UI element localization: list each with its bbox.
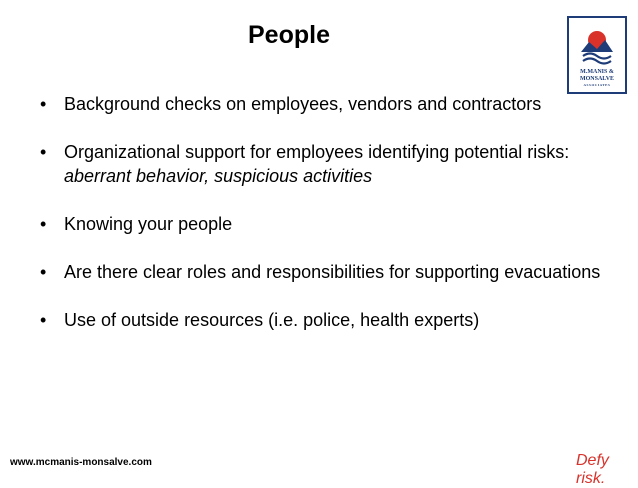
bullet-item (40, 308, 610, 332)
logo-mountain-icon (569, 18, 625, 68)
slide-title: People (248, 21, 330, 49)
bullet-text: Organizational support for employees identifying potential risks: (64, 142, 570, 162)
bullet-icon: • (40, 142, 47, 162)
logo-line-2: MONSALVE (579, 76, 615, 82)
logo-text (569, 69, 625, 88)
bullet-italic-text: aberrant behavior, suspicious activities (64, 166, 373, 186)
bullet-list (40, 92, 610, 356)
bullet-icon: • (40, 262, 47, 282)
footer-url[interactable]: www.mcmanis-monsalve.com (10, 457, 152, 468)
bullet-text: Knowing your people (64, 214, 233, 234)
logo-line-1: M.MANIS & (580, 69, 614, 75)
bullet-item (40, 92, 610, 116)
bullet-item (40, 260, 610, 284)
bullet-text: Background checks on employees, vendors and contractors (64, 94, 542, 114)
logo-line-3: ASSOCIATES (583, 83, 611, 87)
bullet-text: Are there clear roles and responsibilities for supporting evacuations (64, 262, 601, 282)
company-logo (567, 16, 627, 94)
bullet-item (40, 140, 610, 188)
bullet-icon: • (40, 214, 47, 234)
bullet-text: Use of outside resources (i.e. police, health experts) (64, 310, 480, 330)
footer-tagline: Defy risk. (576, 452, 609, 487)
bullet-icon: • (40, 94, 47, 114)
bullet-icon: • (40, 310, 47, 330)
bullet-item (40, 212, 610, 236)
